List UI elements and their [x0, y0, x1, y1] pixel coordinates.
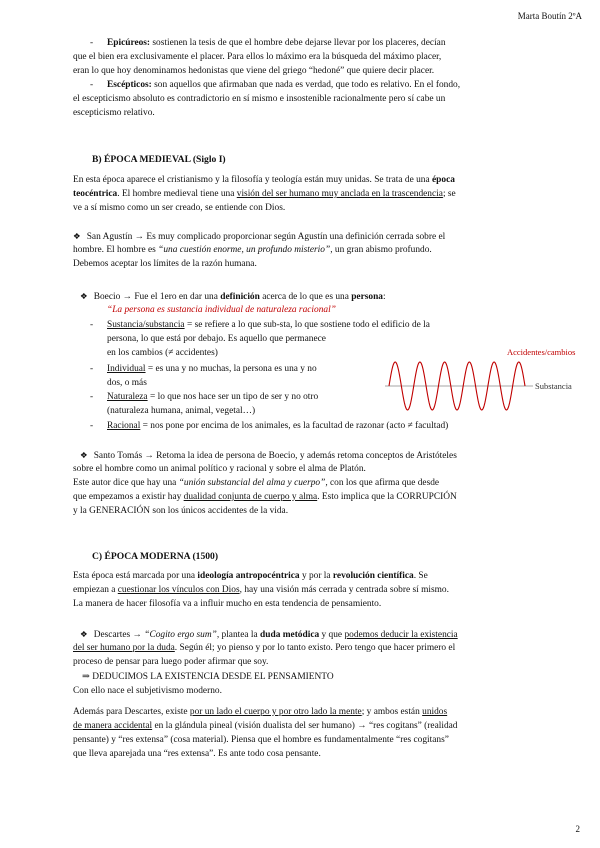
diamond-bullet-icon: ❖ — [80, 629, 88, 639]
tomas-line-1: ❖ Santo Tomás → Retoma la idea de persona de Boecio, y además retoma conceptos de Aristóteles — [80, 450, 457, 461]
tomas-line-2: sobre el hombre como un animal político y racional y sobre el alma de Platón. — [73, 464, 366, 474]
list-dash: - — [90, 392, 94, 402]
tomas-line-3: Este autor dice que hay una “unión substancial del alma y cuerpo”, con los que afirma que desde — [73, 478, 440, 488]
substance-label: Substancia — [535, 381, 572, 391]
diamond-bullet-icon: ❖ — [80, 450, 88, 460]
sustancia-line-3: en los cambios (≠ accidentes) — [107, 348, 218, 358]
tomas-line-5: y la GENERACIÓN son los únicos accidentes de la vida. — [73, 506, 289, 516]
escepticos-line-1 — [107, 79, 528, 92]
naturaleza-line-2: (naturaleza humana, animal, vegetal…) — [107, 406, 256, 416]
epicureos-term: Epicúreos: — [107, 38, 151, 48]
section-c-title: C) ÉPOCA MODERNA (1500) — [92, 551, 219, 562]
ademas-line-2: de manera accidental en la glándula pineal (visión dualista del ser humano) → “res cogitans” (realidad — [73, 721, 458, 731]
section-b-p1-line-3: ve a sí mismo como un ser creado, se entiende con Dios. — [73, 203, 286, 213]
escepticos-line-2: el escepticismo absoluto es contradictorio en sí mismo e insostenible racionalmente pero sí cabe un — [73, 94, 446, 104]
section-b-p1-line-2: teocéntrica. El hombre medieval tiene una visión del ser humano muy anclada en la trascendencia; se — [73, 189, 456, 199]
descartes-line-3: proceso de pensar para luego poder afirmar que soy. — [73, 657, 269, 667]
epicureos-text: sostienen la tesis de que el hombre debe dejarse llevar por los placeres, decían — [150, 38, 446, 48]
accidents-label: Accidentes/cambios — [507, 347, 576, 357]
ademas-line-4: que lleva aparejada una “res extensa”. Es ante todo cosa pensante. — [73, 749, 321, 759]
epicureos-line-2: que el bien era exclusivamente el placer. Para ellos lo máximo era la búsqueda del máximo placer, — [73, 52, 442, 62]
deduce-statement: ⇒ DEDUCIMOS LA EXISTENCIA DESDE EL PENSAMIENTO — [82, 672, 334, 682]
page-number: 2 — [575, 823, 580, 834]
ademas-line-3: pensante) y “res extensa” (cosa material). Piensa que el hombre es fundamentalmente “res cogitans” — [73, 735, 449, 745]
epicureos-line-3: eran lo que hoy denominamos hedonistas que viene del griego “hedoné” que quiere decir placer. — [73, 66, 435, 76]
ademas-line-1: Además para Descartes, existe por un lado el cuerpo y por otro lado la mente; y ambos están unidos — [73, 707, 448, 717]
agustin-line-3: Debemos aceptar los límites de la razón humana. — [73, 259, 257, 269]
sustancia-line-1: Sustancia/substancia = se refiere a lo que sub-sta, lo que sostiene todo el edificio de la — [107, 320, 430, 330]
individual-line-1: Individual = es una y no muchas, la persona es una y no — [107, 364, 317, 374]
list-dash: - — [90, 80, 94, 90]
sustancia-line-2: persona, lo que está por debajo. Es aquello que permanece — [107, 334, 326, 344]
escepticos-term: Escépticos: — [107, 80, 152, 90]
substance-accidents-diagram — [385, 340, 585, 420]
boecio-line: ❖ Boecio → Fue el 1ero en dar una definición acerca de lo que es una persona: — [80, 291, 386, 302]
escepticos-text: son aquellos que afirmaban que nada es verdad, que todo es relativo. En el fondo, — [151, 80, 461, 90]
descartes-line-2: del ser humano por la duda. Según él; yo pienso y por lo tanto existo. Pero tengo que hacer primero el — [73, 643, 456, 653]
epicureos-line-1 — [107, 37, 528, 50]
list-dash: - — [90, 38, 94, 48]
section-c-p1-line-2: empiezan a cuestionar los vínculos con Dios, hay una visión más cerrada y centrada sobre sí mismo. — [73, 585, 449, 595]
agustin-line-1: ❖ San Agustín → Es muy complicado proporcionar según Agustín una definición cerrada sobre el — [73, 231, 446, 242]
persona-quote: “La persona es sustancia individual de naturaleza racional” — [107, 305, 336, 315]
section-b-title: B) ÉPOCA MEDIEVAL (Siglo I) — [92, 154, 226, 165]
section-c-p1-line-3: La manera de hacer filosofía va a influir mucho en esta tendencia de pensamiento. — [73, 599, 382, 609]
section-b-p1-line-1: En esta época aparece el cristianismo y la filosofía y teología están muy unidas. Se trata de una época — [73, 175, 455, 185]
section-c-p1-line-1: Esta época está marcada por una ideología antropocéntrica y por la revolución científica. Se — [73, 571, 428, 581]
individual-line-2: dos, o más — [107, 378, 147, 388]
diamond-bullet-icon: ❖ — [73, 231, 81, 241]
descartes-line-1: ❖ Descartes → “Cogito ergo sum”, plantea la duda metódica y que podemos deducir la existencia — [80, 629, 458, 640]
list-dash: - — [90, 320, 94, 330]
list-dash: - — [90, 421, 94, 431]
page-header: Marta Boutín 2ºA — [517, 11, 582, 21]
subjetivismo-line: Con ello nace el subjetivismo moderno. — [73, 686, 222, 696]
list-dash: - — [90, 364, 94, 374]
naturaleza-line-1: Naturaleza = lo que nos hace ser un tipo de ser y no otro — [107, 392, 319, 402]
escepticos-line-3: escepticismo relativo. — [73, 108, 155, 118]
tomas-line-4: que empezamos a existir hay dualidad conjunta de cuerpo y alma. Esto implica que la CORRUPCIÓN — [73, 492, 457, 502]
diamond-bullet-icon: ❖ — [80, 291, 88, 301]
agustin-line-2: hombre. El hombre es “una cuestión enorme, un profundo misterio”, un gran abismo profundo. — [73, 245, 432, 255]
racional-line: Racional = nos pone por encima de los animales, es la facultad de razonar (acto ≠ facultad) — [107, 421, 449, 431]
